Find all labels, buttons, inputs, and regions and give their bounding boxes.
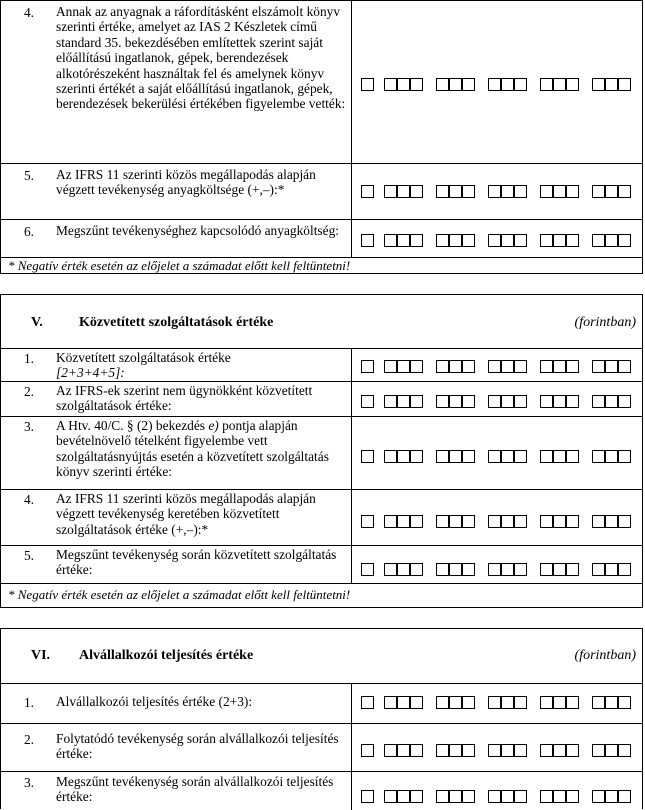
digit-box[interactable] [384, 790, 397, 803]
column-divider [351, 772, 352, 810]
column-divider [351, 164, 352, 219]
column-divider [351, 684, 352, 723]
digit-box[interactable] [488, 515, 501, 528]
digit-box[interactable] [566, 790, 579, 803]
digit-box[interactable] [361, 185, 374, 198]
digit-box[interactable] [449, 360, 462, 373]
digit-box[interactable] [410, 395, 423, 408]
digit-box[interactable] [410, 78, 423, 91]
digit-box[interactable] [605, 696, 618, 709]
digit-box[interactable] [540, 78, 553, 91]
row-label [56, 350, 348, 381]
digit-box[interactable] [553, 78, 566, 91]
digit-box[interactable] [449, 563, 462, 576]
digit-box[interactable] [488, 563, 501, 576]
digit-box[interactable] [514, 450, 527, 463]
digit-box[interactable] [540, 563, 553, 576]
digit-box[interactable] [618, 790, 631, 803]
digit-box[interactable] [462, 563, 475, 576]
row-number: 2. [23, 732, 35, 747]
digit-box[interactable] [566, 744, 579, 757]
table-row [1, 416, 642, 489]
digit-box[interactable] [566, 563, 579, 576]
digit-box[interactable] [592, 185, 605, 198]
digit-box[interactable] [514, 515, 527, 528]
digit-box[interactable] [462, 744, 475, 757]
digit-box[interactable] [410, 696, 423, 709]
digit-box[interactable] [488, 234, 501, 247]
digit-box[interactable] [410, 744, 423, 757]
digit-box[interactable] [592, 744, 605, 757]
digit-box[interactable] [462, 234, 475, 247]
digit-box[interactable] [605, 744, 618, 757]
digit-box[interactable] [488, 790, 501, 803]
digit-box[interactable] [384, 563, 397, 576]
digit-box[interactable] [449, 696, 462, 709]
digit-box[interactable] [618, 744, 631, 757]
amount-field[interactable] [361, 234, 637, 247]
row-number: 6. [23, 224, 35, 239]
digit-box[interactable] [592, 696, 605, 709]
digit-box[interactable] [540, 395, 553, 408]
digit-box[interactable] [397, 563, 410, 576]
digit-box[interactable] [384, 450, 397, 463]
digit-box[interactable] [361, 744, 374, 757]
digit-box[interactable] [436, 450, 449, 463]
section-title: Közvetített szolgáltatások értéke [79, 315, 274, 330]
digit-box[interactable] [501, 395, 514, 408]
digit-box[interactable] [384, 515, 397, 528]
amount-field[interactable] [361, 563, 637, 576]
digit-box[interactable] [514, 744, 527, 757]
row-label-part: pontja alapján bevételnövelő tételként figyelembe vett szolgáltatásnyújtás esetén a közvetített szolgáltatás könyv szerinti értéke: [56, 418, 329, 480]
row-number: 5. [23, 548, 35, 563]
amount-field[interactable] [361, 790, 637, 803]
column-divider [351, 382, 352, 416]
section-v-table [0, 294, 643, 608]
digit-box[interactable] [449, 395, 462, 408]
row-label-point: e) [208, 418, 219, 433]
amount-field[interactable] [361, 185, 637, 198]
digit-box[interactable] [397, 744, 410, 757]
column-divider [351, 1, 352, 163]
section-header [1, 629, 642, 683]
table-row [1, 219, 642, 257]
table-row [1, 381, 642, 416]
section-vi-table [0, 628, 643, 809]
digit-box[interactable] [488, 395, 501, 408]
amount-field[interactable] [361, 744, 637, 757]
digit-box[interactable] [361, 360, 374, 373]
row-label: Megszűnt tevékenységhez kapcsolódó anyagköltség: [56, 223, 339, 238]
table-row [1, 723, 642, 771]
column-divider [351, 417, 352, 489]
digit-box[interactable] [553, 515, 566, 528]
digit-box[interactable] [592, 450, 605, 463]
digit-box[interactable] [566, 185, 579, 198]
amount-field[interactable] [361, 78, 637, 91]
row-label [56, 418, 348, 480]
digit-box[interactable] [618, 696, 631, 709]
digit-box[interactable] [397, 450, 410, 463]
digit-box[interactable] [618, 360, 631, 373]
digit-box[interactable] [397, 234, 410, 247]
digit-box[interactable] [410, 360, 423, 373]
row-label: Az IFRS-ek szerint nem ügynökként közvetített szolgáltatások értéke: [56, 383, 313, 414]
row-label-formula: [2+3+4+5]: [56, 365, 125, 381]
amount-field[interactable] [361, 360, 637, 373]
row-number: 2. [23, 384, 35, 399]
table-row [1, 683, 642, 723]
digit-box[interactable] [514, 563, 527, 576]
digit-box[interactable] [501, 790, 514, 803]
digit-box[interactable] [514, 790, 527, 803]
digit-box[interactable] [566, 360, 579, 373]
digit-box[interactable] [410, 185, 423, 198]
digit-box[interactable] [592, 234, 605, 247]
digit-box[interactable] [449, 515, 462, 528]
section-header [1, 295, 642, 348]
amount-field[interactable] [361, 450, 637, 463]
digit-box[interactable] [566, 696, 579, 709]
digit-box[interactable] [488, 696, 501, 709]
digit-box[interactable] [436, 790, 449, 803]
digit-box[interactable] [618, 395, 631, 408]
digit-box[interactable] [361, 78, 374, 91]
row-label-main: Közvetített szolgáltatások értéke [56, 350, 231, 365]
digit-box[interactable] [514, 78, 527, 91]
row-number: 1. [23, 351, 35, 366]
digit-box[interactable] [605, 790, 618, 803]
digit-box[interactable] [566, 395, 579, 408]
column-divider [351, 490, 352, 545]
digit-box[interactable] [553, 450, 566, 463]
digit-box[interactable] [501, 696, 514, 709]
digit-box[interactable] [618, 450, 631, 463]
digit-box[interactable] [449, 78, 462, 91]
digit-box[interactable] [384, 234, 397, 247]
row-number: 4. [23, 492, 35, 507]
digit-box[interactable] [566, 78, 579, 91]
row-label: Megszűnt tevékenység során alvállalkozói teljesítés értéke: [56, 774, 334, 805]
digit-box[interactable] [384, 78, 397, 91]
column-divider [351, 724, 352, 771]
amount-field[interactable] [361, 395, 637, 408]
digit-box[interactable] [501, 78, 514, 91]
digit-box[interactable] [436, 234, 449, 247]
digit-box[interactable] [410, 515, 423, 528]
row-number: 4. [23, 5, 35, 20]
digit-box[interactable] [618, 563, 631, 576]
digit-box[interactable] [540, 185, 553, 198]
column-divider [351, 546, 352, 583]
digit-box[interactable] [605, 395, 618, 408]
digit-box[interactable] [553, 185, 566, 198]
digit-box[interactable] [361, 395, 374, 408]
amount-field[interactable] [361, 515, 637, 528]
digit-box[interactable] [384, 360, 397, 373]
digit-box[interactable] [410, 790, 423, 803]
digit-box[interactable] [566, 515, 579, 528]
row-label: Alvállalkozói teljesítés értéke (2+3): [56, 694, 253, 709]
digit-box[interactable] [553, 360, 566, 373]
digit-box[interactable] [488, 744, 501, 757]
digit-box[interactable] [566, 234, 579, 247]
digit-box[interactable] [462, 450, 475, 463]
table-row [1, 163, 642, 219]
row-label-part: A Htv. 40/C. § (2) bekezdés [56, 418, 209, 433]
digit-box[interactable] [449, 185, 462, 198]
digit-box[interactable] [592, 515, 605, 528]
digit-box[interactable] [361, 450, 374, 463]
digit-box[interactable] [540, 360, 553, 373]
digit-box[interactable] [501, 185, 514, 198]
digit-box[interactable] [488, 78, 501, 91]
digit-box[interactable] [605, 78, 618, 91]
section-number: V. [31, 315, 43, 330]
digit-box[interactable] [397, 395, 410, 408]
digit-box[interactable] [540, 744, 553, 757]
digit-box[interactable] [605, 185, 618, 198]
section-unit: (forintban) [574, 648, 636, 663]
section-unit: (forintban) [574, 315, 636, 330]
footnote: * Negatív érték esetén az előjelet a számadat előtt kell feltüntetni! [8, 587, 351, 602]
digit-box[interactable] [592, 360, 605, 373]
digit-box[interactable] [384, 696, 397, 709]
row-label: Az IFRS 11 szerinti közös megállapodás alapján végzett tevékenység keretében közvetített szolgáltatások értéke (+,–):* [56, 491, 316, 537]
digit-box[interactable] [361, 515, 374, 528]
amount-field[interactable] [361, 696, 637, 709]
digit-box[interactable] [553, 696, 566, 709]
digit-box[interactable] [488, 450, 501, 463]
digit-box[interactable] [618, 234, 631, 247]
digit-box[interactable] [436, 696, 449, 709]
digit-box[interactable] [436, 78, 449, 91]
digit-box[interactable] [462, 790, 475, 803]
digit-box[interactable] [605, 450, 618, 463]
digit-box[interactable] [514, 234, 527, 247]
digit-box[interactable] [361, 790, 374, 803]
footnote-row [1, 583, 642, 607]
digit-box[interactable] [436, 515, 449, 528]
digit-box[interactable] [361, 234, 374, 247]
digit-box[interactable] [384, 185, 397, 198]
digit-box[interactable] [384, 395, 397, 408]
digit-box[interactable] [384, 744, 397, 757]
digit-box[interactable] [449, 450, 462, 463]
digit-box[interactable] [397, 790, 410, 803]
digit-box[interactable] [397, 360, 410, 373]
digit-box[interactable] [397, 78, 410, 91]
column-divider [351, 220, 352, 257]
digit-box[interactable] [605, 360, 618, 373]
footnote-row [1, 257, 642, 273]
digit-box[interactable] [553, 563, 566, 576]
section-iv-table [0, 0, 643, 274]
digit-box[interactable] [501, 360, 514, 373]
digit-box[interactable] [540, 790, 553, 803]
digit-box[interactable] [605, 515, 618, 528]
row-label: Az IFRS 11 szerinti közös megállapodás alapján végzett tevékenység anyagköltsége (+,–):* [56, 167, 316, 198]
digit-box[interactable] [618, 78, 631, 91]
digit-box[interactable] [397, 696, 410, 709]
row-number: 5. [23, 168, 35, 183]
digit-box[interactable] [436, 744, 449, 757]
digit-box[interactable] [449, 744, 462, 757]
digit-box[interactable] [566, 450, 579, 463]
digit-box[interactable] [462, 360, 475, 373]
digit-box[interactable] [462, 395, 475, 408]
digit-box[interactable] [592, 78, 605, 91]
digit-box[interactable] [436, 360, 449, 373]
digit-box[interactable] [514, 185, 527, 198]
digit-box[interactable] [618, 515, 631, 528]
column-divider [351, 349, 352, 381]
digit-box[interactable] [540, 515, 553, 528]
section-number: VI. [31, 648, 51, 663]
digit-box[interactable] [514, 360, 527, 373]
table-row [1, 1, 642, 163]
digit-box[interactable] [540, 450, 553, 463]
digit-box[interactable] [449, 234, 462, 247]
table-row [1, 771, 642, 810]
digit-box[interactable] [436, 185, 449, 198]
digit-box[interactable] [553, 234, 566, 247]
row-label: Folytatódó tevékenység során alvállalkozói teljesítés értéke: [56, 731, 339, 762]
digit-box[interactable] [397, 185, 410, 198]
row-label: Megszűnt tevékenység során közvetített szolgáltatás értéke: [56, 547, 337, 578]
digit-box[interactable] [501, 234, 514, 247]
digit-box[interactable] [488, 360, 501, 373]
digit-box[interactable] [514, 395, 527, 408]
table-row [1, 348, 642, 381]
digit-box[interactable] [361, 696, 374, 709]
digit-box[interactable] [501, 450, 514, 463]
digit-box[interactable] [592, 563, 605, 576]
section-title: Alvállalkozói teljesítés értéke [79, 648, 254, 663]
digit-box[interactable] [553, 790, 566, 803]
digit-box[interactable] [592, 790, 605, 803]
digit-box[interactable] [462, 515, 475, 528]
digit-box[interactable] [501, 744, 514, 757]
digit-box[interactable] [488, 185, 501, 198]
digit-box[interactable] [540, 234, 553, 247]
digit-box[interactable] [462, 185, 475, 198]
digit-box[interactable] [410, 450, 423, 463]
digit-box[interactable] [436, 395, 449, 408]
footnote: * Negatív érték esetén az előjelet a számadat előtt kell feltüntetni! [8, 258, 351, 273]
digit-box[interactable] [514, 696, 527, 709]
digit-box[interactable] [553, 744, 566, 757]
digit-box[interactable] [618, 185, 631, 198]
digit-box[interactable] [462, 78, 475, 91]
digit-box[interactable] [605, 563, 618, 576]
row-number: 3. [23, 775, 35, 790]
digit-box[interactable] [501, 563, 514, 576]
digit-box[interactable] [449, 790, 462, 803]
digit-box[interactable] [436, 563, 449, 576]
digit-box[interactable] [605, 234, 618, 247]
digit-box[interactable] [501, 515, 514, 528]
digit-box[interactable] [361, 563, 374, 576]
digit-box[interactable] [410, 563, 423, 576]
digit-box[interactable] [410, 234, 423, 247]
row-number: 3. [23, 419, 35, 434]
digit-box[interactable] [397, 515, 410, 528]
digit-box[interactable] [540, 696, 553, 709]
table-row [1, 545, 642, 583]
digit-box[interactable] [462, 696, 475, 709]
digit-box[interactable] [553, 395, 566, 408]
table-row [1, 489, 642, 545]
row-number: 1. [23, 695, 35, 710]
digit-box[interactable] [592, 395, 605, 408]
row-label: Annak az anyagnak a ráfordításként elszámolt könyv szerinti értéke, amelyet az IAS 2 Készletek című standard 35. bekezdésében említettek szerint saját előállítású ingatlanok, gépek, berendezések alkotórészeként használtak fel és amelynek könyv szerinti értékét a saját előállítású ingatlanok, gépek, berendezések bekerülési értékében figyelembe vették: [56, 4, 346, 112]
